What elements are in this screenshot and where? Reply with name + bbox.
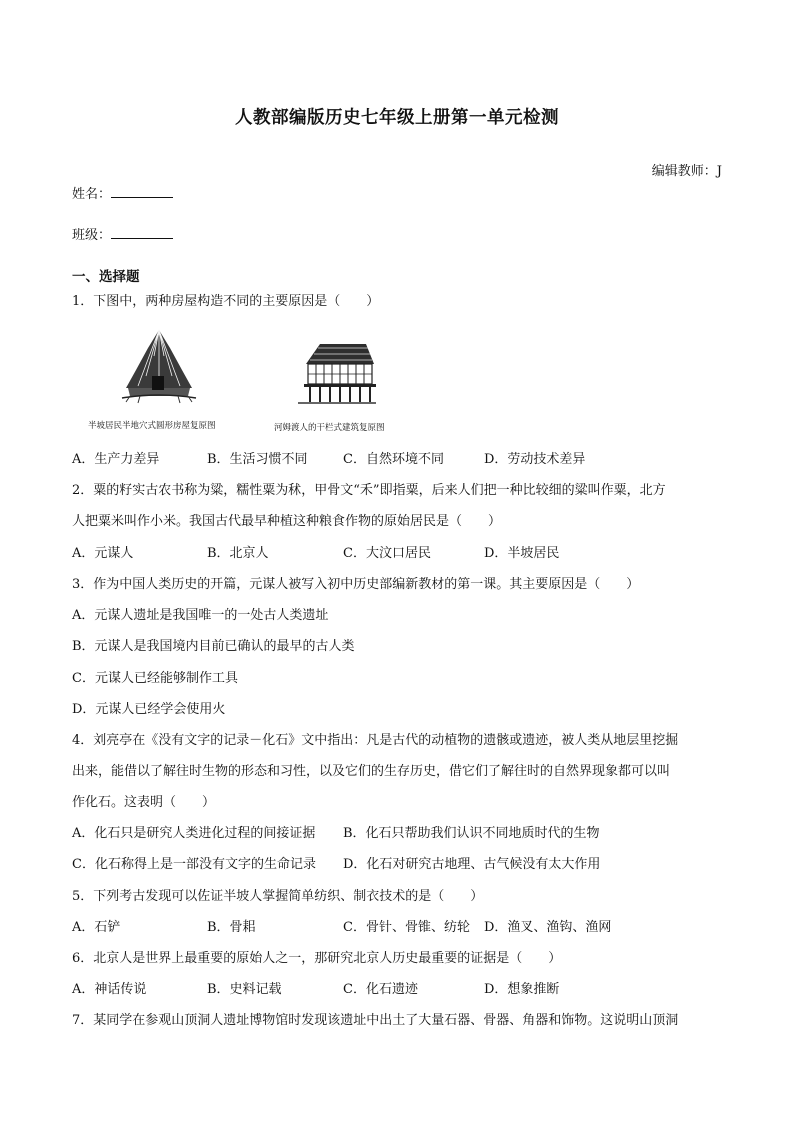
name-field <box>72 183 173 202</box>
question-6-stem: 6．北京人是世界上最重要的原始人之一，那研究北京人历史最重要的证据是（ ） <box>72 951 562 966</box>
q5-option-c[interactable]: C．骨针、骨锥、纺轮 <box>343 920 470 935</box>
class-label: 班级： <box>72 228 112 243</box>
q1-option-a[interactable]: A．生产力差异 <box>72 452 160 467</box>
q3-option-c[interactable]: C．元谋人已经能够制作工具 <box>72 671 238 686</box>
q6-option-b[interactable]: B．史料记载 <box>207 982 282 997</box>
thatched-round-hut-icon <box>118 326 200 410</box>
q1-option-d[interactable]: D．劳动技术差异 <box>484 452 586 467</box>
q6-option-a[interactable]: A．神话传说 <box>72 982 147 997</box>
question-4-stem-line-3: 作化石。这表明（ ） <box>72 795 216 810</box>
q5-option-b[interactable]: B．骨耜 <box>207 920 256 935</box>
q2-option-b[interactable]: B．北京人 <box>207 546 269 561</box>
stilt-house-icon <box>296 340 378 410</box>
q1-option-b[interactable]: B．生活习惯不同 <box>207 452 308 467</box>
q2-option-c[interactable]: C．大汶口居民 <box>343 546 431 561</box>
name-label: 姓名： <box>72 187 112 202</box>
section-heading: 一、选择题 <box>72 269 140 285</box>
q3-option-d[interactable]: D．元谋人已经学会使用火 <box>72 702 226 717</box>
question-2-stem-line-1: 2．粟的籽实古农书称为粱，糯性粟为秫，甲骨文“禾”即指粟，后来人们把一种比较细的粱叫作粟，北方 <box>72 483 666 498</box>
q6-option-d[interactable]: D．想象推断 <box>484 982 560 997</box>
q5-option-d[interactable]: D．渔叉、渔钩、渔网 <box>484 920 612 935</box>
q2-option-a[interactable]: A．元谋人 <box>72 546 134 561</box>
question-7-stem: 7．某同学在参观山顶洞人遗址博物馆时发现该遗址中出土了大量石器、骨器、角器和饰物。这说明山顶洞 <box>72 1013 679 1028</box>
q4-option-d[interactable]: D．化石对研究古地理、古气候没有太大作用 <box>343 857 601 872</box>
name-blank[interactable] <box>111 185 173 198</box>
question-4-stem-line-2: 出来，能借以了解往时生物的形态和习性，以及它们的生存历史，借它们了解往时的自然界现象都可以叫 <box>72 764 671 779</box>
q2-option-d[interactable]: D．半坡居民 <box>484 546 560 561</box>
editor-credit: 编辑教师：J <box>651 164 722 179</box>
question-4-stem-line-1: 4．刘亮亭在《没有文字的记录－化石》文中指出：凡是古代的动植物的遗骸或遗迹，被人类从地层里挖掘 <box>72 733 679 748</box>
q4-option-a[interactable]: A．化石只是研究人类进化过程的间接证据 <box>72 826 316 841</box>
class-field <box>72 224 173 243</box>
question-2-stem-line-2: 人把粟米叫作小米。我国古代最早种植这种粮食作物的原始居民是（ ） <box>72 514 502 529</box>
question-3-stem: 3．作为中国人类历史的开篇，元谋人被写入初中历史部编新教材的第一课。其主要原因是（ ） <box>72 577 640 592</box>
figure-2-caption: 河姆渡人的干栏式建筑复原图 <box>274 423 385 433</box>
q4-option-b[interactable]: B．化石只帮助我们认识不同地质时代的生物 <box>343 826 600 841</box>
question-5-stem: 5．下列考古发现可以佐证半坡人掌握简单纺织、制衣技术的是（ ） <box>72 889 484 904</box>
class-blank[interactable] <box>111 226 173 239</box>
page-title: 人教部编版历史七年级上册第一单元检测 <box>235 108 559 128</box>
q5-option-a[interactable]: A．石铲 <box>72 920 121 935</box>
figure-1-caption: 半坡居民半地穴式圆形房屋复原图 <box>88 421 216 431</box>
question-1-stem: 1．下图中，两种房屋构造不同的主要原因是（ ） <box>72 294 380 309</box>
q1-option-c[interactable]: C．自然环境不同 <box>343 452 444 467</box>
q3-option-b[interactable]: B．元谋人是我国境内目前已确认的最早的古人类 <box>72 639 355 654</box>
q6-option-c[interactable]: C．化石遗迹 <box>343 982 418 997</box>
q3-option-a[interactable]: A．元谋人遗址是我国唯一的一处古人类遗址 <box>72 608 329 623</box>
q4-option-c[interactable]: C．化石称得上是一部没有文字的生命记录 <box>72 857 316 872</box>
